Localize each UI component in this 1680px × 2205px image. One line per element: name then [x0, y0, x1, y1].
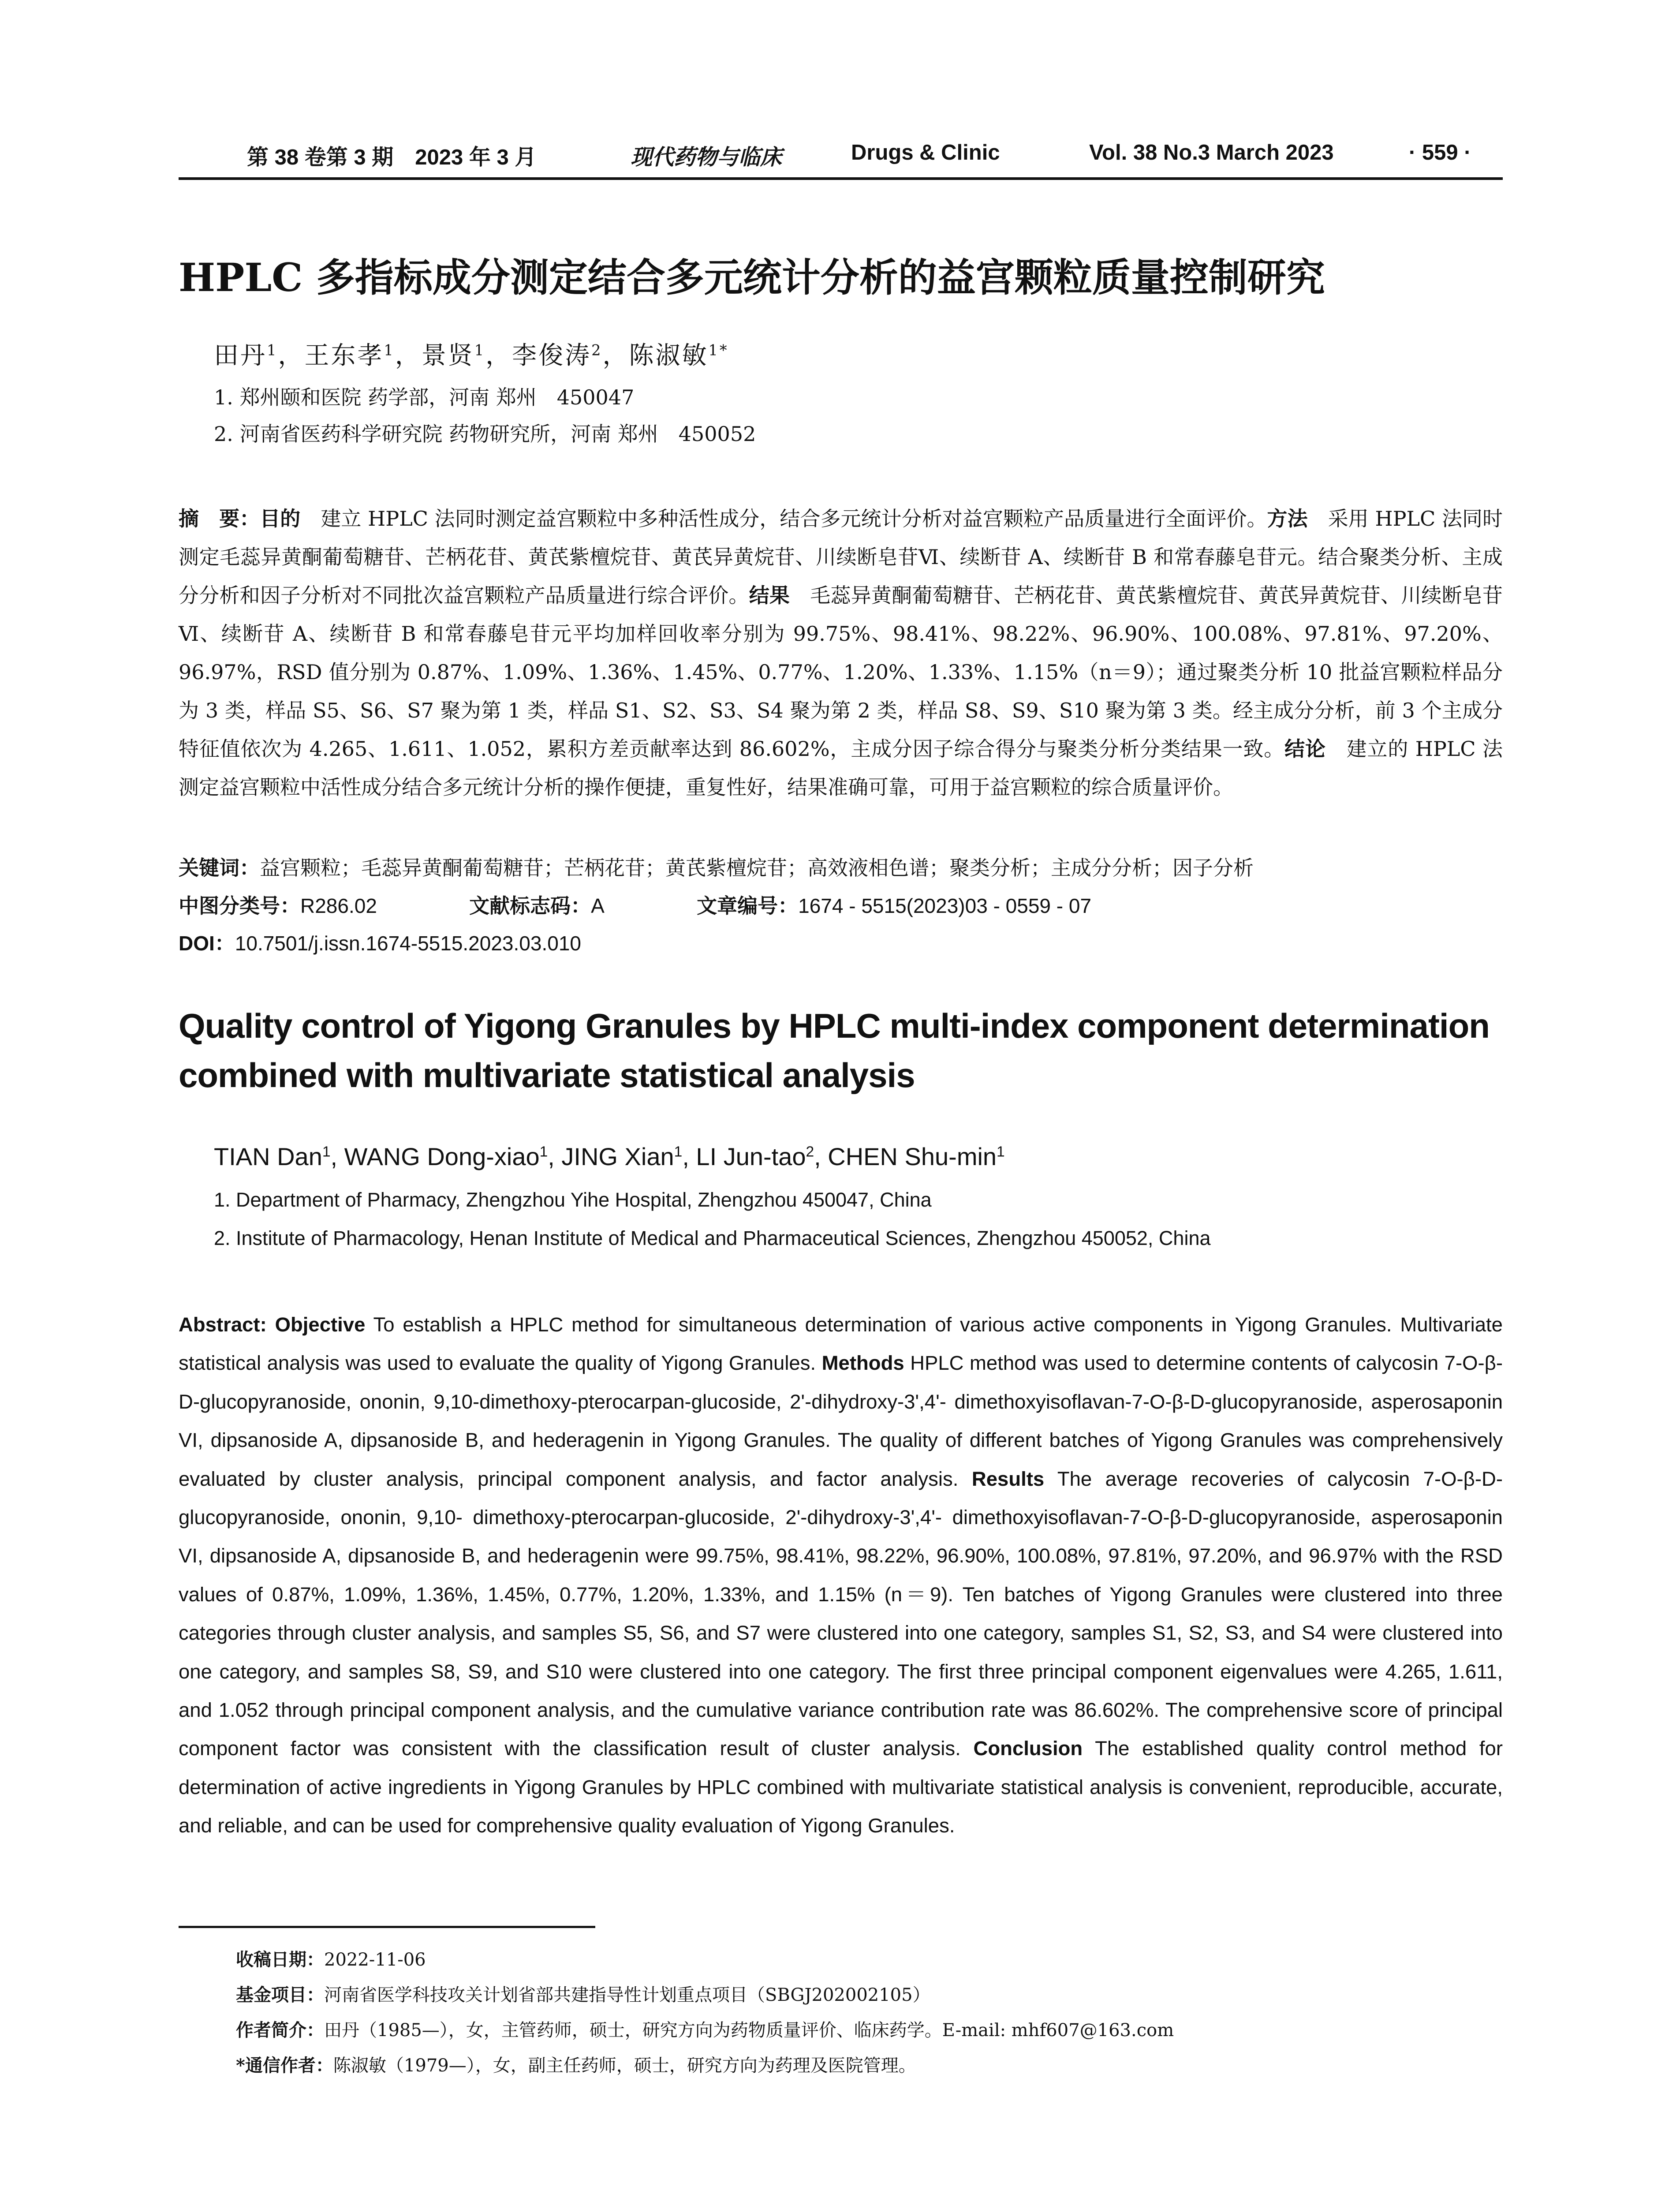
conclusion-label: 结论 — [1284, 737, 1326, 761]
author-name: , LI Jun-tao — [682, 1143, 806, 1170]
author-affil-mark: 2 — [591, 341, 603, 359]
author-name: TIAN Dan — [214, 1143, 322, 1170]
abstract-label: 摘 要： — [179, 507, 260, 531]
abstract-cn — [179, 500, 1503, 807]
footnote-text: 河南省医学科技攻关计划省部共建指导性计划重点项目（SBGJ202002105） — [324, 1985, 930, 2005]
keywords-label: 关键词： — [179, 856, 260, 880]
classification-line — [179, 890, 1091, 919]
methods-label: Methods — [821, 1352, 904, 1375]
footnote-author-bio — [236, 2016, 1174, 2041]
author-affil-mark: 1 — [384, 341, 395, 359]
clc-label: 中图分类号： — [179, 894, 300, 918]
header-journal-cn: 现代药物与临床 — [631, 144, 782, 170]
clc-value: R286.02 — [300, 894, 377, 917]
affiliation-en-2: 2. Institute of Pharmacology, Henan Institute of Medical and Pharmaceutical Sciences, Zhengzhou 450052, China — [214, 1227, 1211, 1249]
article-number-value: 1674 - 5515(2023)03 - 0559 - 07 — [798, 894, 1092, 917]
footnote-label: 收稿日期： — [236, 1949, 324, 1970]
author-name: ，陈淑敏 — [602, 341, 709, 370]
affiliation-en-1: 1. Department of Pharmacy, Zhengzhou Yihe Hospital, Zhengzhou 450047, China — [214, 1188, 932, 1211]
footnote-text: 陈淑敏（1979—），女，副主任药师，硕士，研究方向为药理及医院管理。 — [333, 2056, 916, 2076]
objective-label: 目的 — [260, 507, 301, 531]
doc-code-label: 文献标志码： — [469, 894, 591, 918]
authors-cn — [214, 336, 729, 371]
author-affil-mark: 1 — [539, 1144, 548, 1160]
results-label: Results — [971, 1467, 1045, 1490]
author-name: , WANG Dong-xiao — [330, 1143, 540, 1170]
paper-title-cn: HPLC 多指标成分测定结合多元统计分析的益宫颗粒质量控制研究 — [179, 254, 1325, 300]
methods-label: 方法 — [1267, 507, 1308, 531]
author-affil-mark: 1 — [322, 1144, 331, 1160]
objective-text: 建立 HPLC 法同时测定益宫颗粒中多种活性成分，结合多元统计分析对益宫颗粒产品质量进行全面评价。 — [300, 507, 1267, 531]
header-issue-cn: 第 38 卷第 3 期 2023 年 3 月 — [247, 146, 537, 169]
header-journal-en: Drugs & Clinic — [851, 141, 1000, 164]
author-affil-mark: 1 — [474, 341, 486, 359]
doi-value[interactable]: 10.7501/j.issn.1674-5515.2023.03.010 — [235, 932, 581, 955]
author-affil-mark: 1 — [674, 1144, 683, 1160]
author-name: ，景贤 — [395, 341, 474, 370]
footnote-received — [236, 1946, 426, 1971]
conclusion-text: The established quality control method for determination of active ingredients in Yigong Granules by HPLC combined with multivariate statistical analysis is convenient, reproducible, accurate, and reliable, and can be used for comprehensive quality evaluation of Yigong Granules. — [179, 1737, 1503, 1837]
author-name: , JING Xian — [548, 1143, 674, 1170]
affiliation-cn-1: 1. 郑州颐和医院 药学部，河南 郑州 450047 — [214, 385, 635, 409]
conclusion-text: 建立的 HPLC 法测定益宫颗粒中活性成分结合多元统计分析的操作便捷，重复性好，结果准确可靠，可用于益宫颗粒的综合质量评价。 — [179, 737, 1503, 799]
footnote-rule — [179, 1926, 595, 1928]
author-name: , CHEN Shu-min — [814, 1143, 997, 1170]
results-text: The average recoveries of calycosin 7-O-β-D-glucopyranoside, ononin, 9,10- dimethoxy-pterocarpan-glucoside, 2'-dihydroxy-3',4'- dimethoxyisoflavan-7-O-β-D-glucopyranoside, asperosaponin VI, dipsanoside A, dipsanoside B, and hederagenin were 99.75%, 98.41%, 98.22%, 96.90%, 100.08%, 97.81%, 97.20%, and 96.97% with the RSD values of 0.87%, 1.09%, 1.36%, 1.45%, 0.77%, 1.20%, 1.33%, and 1.15% (n＝9). Ten batches of Yigong Granules were clustered into three categories through cluster analysis, and samples S5, S6, and S7 were clustered into one category, samples S1, S2, S3, and S4 were clustered into one category, and samples S8, S9, and S10 were clustered into one category. The first three principal component eigenvalues were 4.265, 1.611, and 1.052 through principal component analysis, and the cumulative variance contribution rate was 86.602%. The comprehensive score of principal component factor was consistent with the classification result of cluster analysis. — [179, 1467, 1503, 1760]
authors-en — [214, 1142, 1005, 1171]
author-affil-mark: 2 — [806, 1144, 814, 1160]
author-affil-mark: 1 — [267, 341, 278, 359]
results-label: 结果 — [749, 583, 790, 607]
footnote-corresponding — [236, 2052, 916, 2077]
results-text: 毛蕊异黄酮葡萄糖苷、芒柄花苷、黄芪紫檀烷苷、黄芪异黄烷苷、川续断皂苷Ⅵ、续断苷 A、续断苷 B 和常春藤皂苷元平均加样回收率分别为 99.75%、98.41%、98.22%、96.90%、100.08%、97.81%、97.20%、96.97%，RSD 值分别为 0.87%、1.09%、1.36%、1.45%、0.77%、1.20%、1.33%、1.15%（n＝9）；通过聚类分析 10 批益宫颗粒样品分为 3 类，样品 S5、S6、S7 聚为第 1 类，样品 S1、S2、S3、S4 聚为第 2 类，样品 S8、S9、S10 聚为第 3 类。经主成分分析，前 3 个主成分特征值依次为 4.265、1.611、1.052，累积方差贡献率达到 86.602%，主成分因子综合得分与聚类分析分类结果一致。 — [179, 583, 1503, 761]
doi-label: DOI： — [179, 932, 235, 955]
abstract-objective-label: Abstract: Objective — [179, 1313, 366, 1336]
header-issue-en: Vol. 38 No.3 March 2023 — [1089, 141, 1334, 164]
doi-line — [179, 927, 581, 957]
keywords-cn — [179, 852, 1254, 881]
author-affil-mark: 1 — [997, 1144, 1005, 1160]
footnote-label: 作者简介： — [236, 2020, 324, 2041]
footnote-text: 2022-11-06 — [324, 1950, 426, 1970]
author-name: ，王东孝 — [278, 341, 384, 370]
methods-text: HPLC method was used to determine contents of calycosin 7-O-β-D-glucopyranoside, ononin, 9,10-dimethoxy-pterocarpan-glucoside, 2'-dihydroxy-3',4'- dimethoxyisoflavan-7-O-β-D-glucopyranoside, asperosaponin VI, dipsanoside A, dipsanoside B, and hederagenin in Yigong Granules. The quality of different batches of Yigong Granules was comprehensively evaluated by cluster analysis, principal component analysis, and factor analysis. — [179, 1352, 1503, 1490]
author-name: 田丹 — [214, 341, 267, 370]
footnote-funding — [236, 1981, 930, 2006]
keywords-text: 益宫颗粒；毛蕊异黄酮葡萄糖苷；芒柄花苷；黄芪紫檀烷苷；高效液相色谱；聚类分析；主成分分析；因子分析 — [260, 856, 1254, 880]
footnote-label: 基金项目： — [236, 1984, 324, 2005]
footnote-text: 田丹（1985—），女，主管药师，硕士，研究方向为药物质量评价、临床药学。E-mail: mhf607@163.com — [324, 2020, 1174, 2041]
objective-text: To establish a HPLC method for simultaneous determination of various active components in Yigong Granules. Multivariate statistical analysis was used to evaluate the quality of Yigong Granules. — [179, 1313, 1503, 1375]
doc-code-value: A — [591, 894, 605, 917]
abstract-en — [179, 1305, 1503, 1845]
footnote-label: *通信作者： — [236, 2055, 333, 2076]
affiliation-cn-2: 2. 河南省医药科学研究院 药物研究所，河南 郑州 450052 — [214, 422, 756, 446]
author-affil-mark: 1* — [708, 341, 729, 359]
article-number-label: 文章编号： — [697, 894, 799, 918]
header-rule — [179, 177, 1503, 180]
paper-title-en: Quality control of Yigong Granules by HPLC multi-index component determination combined with multivariate statistical analysis — [179, 1006, 1490, 1095]
author-name: ，李俊涛 — [485, 341, 592, 370]
methods-text: 采用 HPLC 法同时测定毛蕊异黄酮葡萄糖苷、芒柄花苷、黄芪紫檀烷苷、黄芪异黄烷苷、川续断皂苷Ⅵ、续断苷 A、续断苷 B 和常春藤皂苷元。结合聚类分析、主成分分析和因子分析对不同批次益宫颗粒产品质量进行综合评价。 — [179, 507, 1503, 607]
conclusion-label: Conclusion — [973, 1737, 1083, 1760]
header-page-number: · 559 · — [1409, 141, 1471, 164]
